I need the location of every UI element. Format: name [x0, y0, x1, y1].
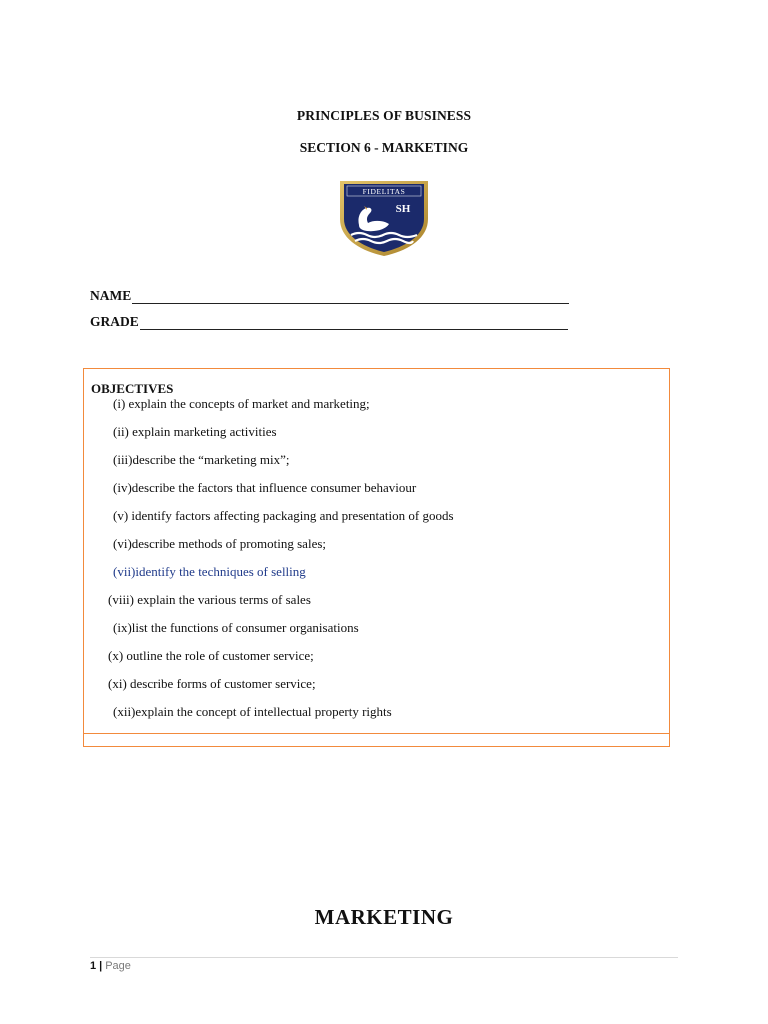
objective-item: (v) identify factors affecting packaging and presentation of goods	[113, 508, 454, 523]
name-label: NAME	[90, 288, 132, 303]
course-title: PRINCIPLES OF BUSINESS	[296, 108, 472, 123]
page-footer	[90, 960, 131, 972]
objective-item-highlighted: (vii)identify the techniques of selling	[113, 564, 306, 579]
objectives-heading: OBJECTIVES	[91, 381, 174, 396]
objective-item: (x) outline the role of customer service;	[108, 648, 314, 663]
objective-item: (iv)describe the factors that influence consumer behaviour	[113, 480, 417, 495]
chapter-heading: MARKETING	[314, 905, 454, 929]
svg-text:SH: SH	[395, 203, 411, 215]
objective-item: (viii) explain the various terms of sales	[108, 592, 311, 607]
name-field[interactable]	[90, 288, 569, 304]
objectives-box-divider	[84, 733, 669, 734]
objective-item: (iii)describe the “marketing mix”;	[113, 452, 290, 467]
objective-item: (xi) describe forms of customer service;	[108, 676, 316, 691]
crest-motto-text: FIDELITAS	[362, 187, 406, 196]
grade-blank-line[interactable]	[140, 317, 568, 330]
grade-label: GRADE	[90, 314, 139, 329]
name-blank-line[interactable]	[132, 291, 569, 304]
grade-field[interactable]	[90, 314, 568, 330]
objective-item: (ix)list the functions of consumer organisations	[113, 620, 359, 635]
page-number: 1	[90, 960, 97, 972]
page-label: Page	[105, 960, 131, 972]
footer-divider	[90, 957, 678, 958]
school-crest-logo	[337, 179, 431, 257]
section-title: SECTION 6 - MARKETING	[299, 140, 469, 155]
objective-item: (i) explain the concepts of market and marketing;	[113, 396, 370, 411]
objective-item: (ii) explain marketing activities	[113, 424, 277, 439]
objective-item: (vi)describe methods of promoting sales;	[113, 536, 327, 551]
footer-separator: |	[99, 960, 103, 972]
objective-item: (xii)explain the concept of intellectual property rights	[113, 704, 392, 719]
